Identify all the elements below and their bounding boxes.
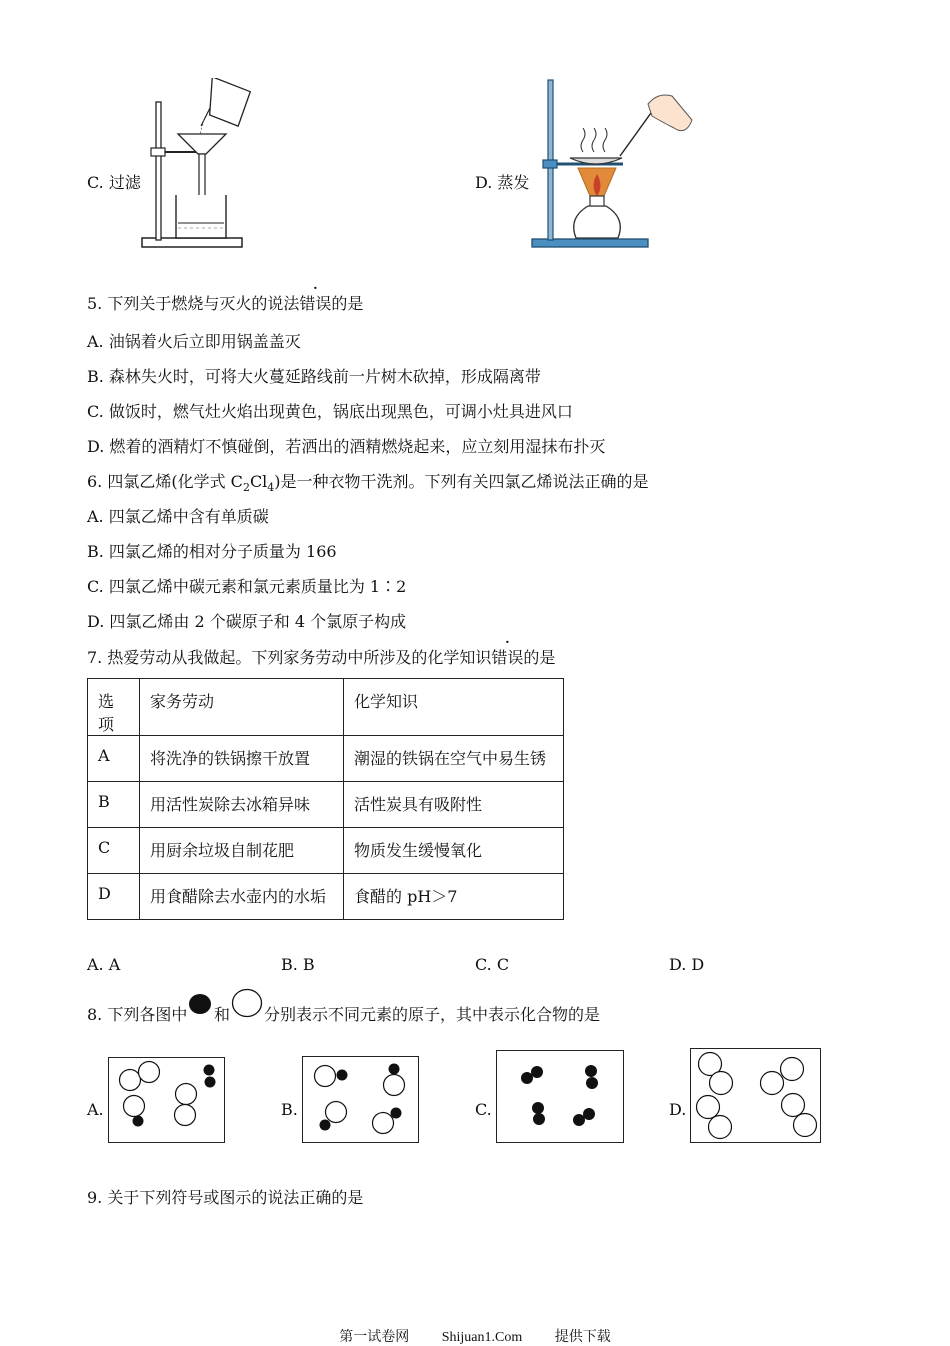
table-header-cell: 选项 xyxy=(88,679,140,736)
table-cell: 食醋的 pH＞7 xyxy=(344,874,564,920)
q8-option-a-label: A. xyxy=(87,1100,104,1119)
q6-subscript-1: 2 xyxy=(242,481,250,495)
table-cell: D xyxy=(88,874,140,920)
q5-option-d: D. 燃着的酒精灯不慎碰倒，若洒出的酒精燃烧起来，应立刻用湿抹布扑灭 xyxy=(87,437,606,456)
q8-option-d-diagram xyxy=(690,1048,821,1143)
table-cell: 物质发生缓慢氧化 xyxy=(344,828,564,874)
molecule-diagram-a xyxy=(109,1058,226,1144)
q7-table xyxy=(87,678,564,920)
footer-site-cn: 第一试卷网 xyxy=(339,1329,410,1345)
table-cell: 活性炭具有吸附性 xyxy=(344,782,564,828)
q4-option-c-label: C. 过滤 xyxy=(87,173,141,192)
q6-option-c: C. 四氯乙烯中碳元素和氯元素质量比为 1∶2 xyxy=(87,577,407,596)
table-header-cell: 化学知识 xyxy=(344,679,564,736)
q7-option-a: A. A xyxy=(87,955,121,974)
q5-stem xyxy=(87,291,363,314)
table-row xyxy=(88,782,564,828)
table-cell: 用活性炭除去冰箱异味 xyxy=(140,782,344,828)
q6-option-a: A. 四氯乙烯中含有单质碳 xyxy=(87,507,269,526)
q7-option-c: C. C xyxy=(475,955,510,974)
table-header-cell: 家务劳动 xyxy=(140,679,344,736)
molecule-diagram-c xyxy=(497,1051,625,1144)
table-cell: 用食醋除去水壶内的水垢 xyxy=(140,874,344,920)
q5-stem-tail: 的是 xyxy=(331,294,364,313)
black-atom-icon xyxy=(188,993,212,1015)
q8-option-c-diagram xyxy=(496,1050,624,1143)
table-cell: 用厨余垃圾自制花肥 xyxy=(140,828,344,874)
white-atom-icon xyxy=(231,988,263,1018)
q5-stem-emphasis: 错误 xyxy=(299,294,332,313)
q6-stem-text: 6. 四氯乙烯(化学式 C xyxy=(87,472,243,491)
q8-stem-and: 和 xyxy=(214,1005,231,1024)
q9-stem: 9. 关于下列符号或图示的说法正确的是 xyxy=(87,1188,364,1207)
q5-option-c: C. 做饭时，燃气灶火焰出现黄色，锅底出现黑色，可调小灶具进风口 xyxy=(87,402,573,421)
q7-stem xyxy=(87,645,555,668)
table-cell: B xyxy=(88,782,140,828)
q6-stem-tail: )是一种衣物干洗剂。下列有关四氯乙烯说法正确的是 xyxy=(274,472,649,491)
table-cell: A xyxy=(88,736,140,782)
table-cell: C xyxy=(88,828,140,874)
q8-stem xyxy=(87,1002,187,1025)
table-cell: 将洗净的铁锅擦干放置 xyxy=(140,736,344,782)
q8-option-d-label: D. xyxy=(669,1100,687,1119)
footer-site-en[interactable]: Shijuan1.Com xyxy=(441,1330,523,1345)
q6-stem xyxy=(87,469,649,494)
q7-stem-text: 7. 热爱劳动从我做起。下列家务劳动中所涉及的化学知识 xyxy=(87,648,492,667)
q6-stem-formula: Cl xyxy=(249,472,268,491)
q7-option-b: B. B xyxy=(281,955,315,974)
molecule-diagram-d xyxy=(691,1049,822,1144)
q8-stem-tail: 分别表示不同元素的原子，其中表示化合物的是 xyxy=(264,1005,601,1024)
q5-option-a: A. 油锅着火后立即用锅盖盖灭 xyxy=(87,332,301,351)
page-footer xyxy=(0,1326,950,1346)
q8-option-b-diagram xyxy=(302,1056,419,1143)
footer-action: 提供下载 xyxy=(554,1329,611,1345)
q5-stem-text: 5. 下列关于燃烧与灭火的说法 xyxy=(87,294,300,313)
molecule-diagram-b xyxy=(303,1057,420,1144)
table-row xyxy=(88,874,564,920)
q8-option-a-diagram xyxy=(108,1057,225,1143)
evaporation-apparatus-image xyxy=(528,78,698,253)
q6-option-b: B. 四氯乙烯的相对分子质量为 166 xyxy=(87,542,337,561)
q7-option-d: D. D xyxy=(669,955,705,974)
q8-option-c-label: C. xyxy=(475,1100,492,1119)
q7-stem-tail: 的是 xyxy=(523,648,556,667)
table-cell: 潮湿的铁锅在空气中易生锈 xyxy=(344,736,564,782)
q7-stem-emphasis: 错误 xyxy=(491,648,524,667)
q6-subscript-2: 4 xyxy=(267,481,275,495)
q8-option-b-label: B. xyxy=(281,1100,298,1119)
filtration-apparatus-image xyxy=(138,78,258,253)
table-row xyxy=(88,828,564,874)
table-header-row xyxy=(88,679,564,736)
q6-option-d: D. 四氯乙烯由 2 个碳原子和 4 个氯原子构成 xyxy=(87,612,407,631)
table-row xyxy=(88,736,564,782)
q8-stem-text: 8. 下列各图中 xyxy=(87,1005,188,1024)
q5-option-b: B. 森林失火时，可将大火蔓延路线前一片树木砍掉，形成隔离带 xyxy=(87,367,541,386)
q4-option-d-label: D. 蒸发 xyxy=(475,173,530,192)
